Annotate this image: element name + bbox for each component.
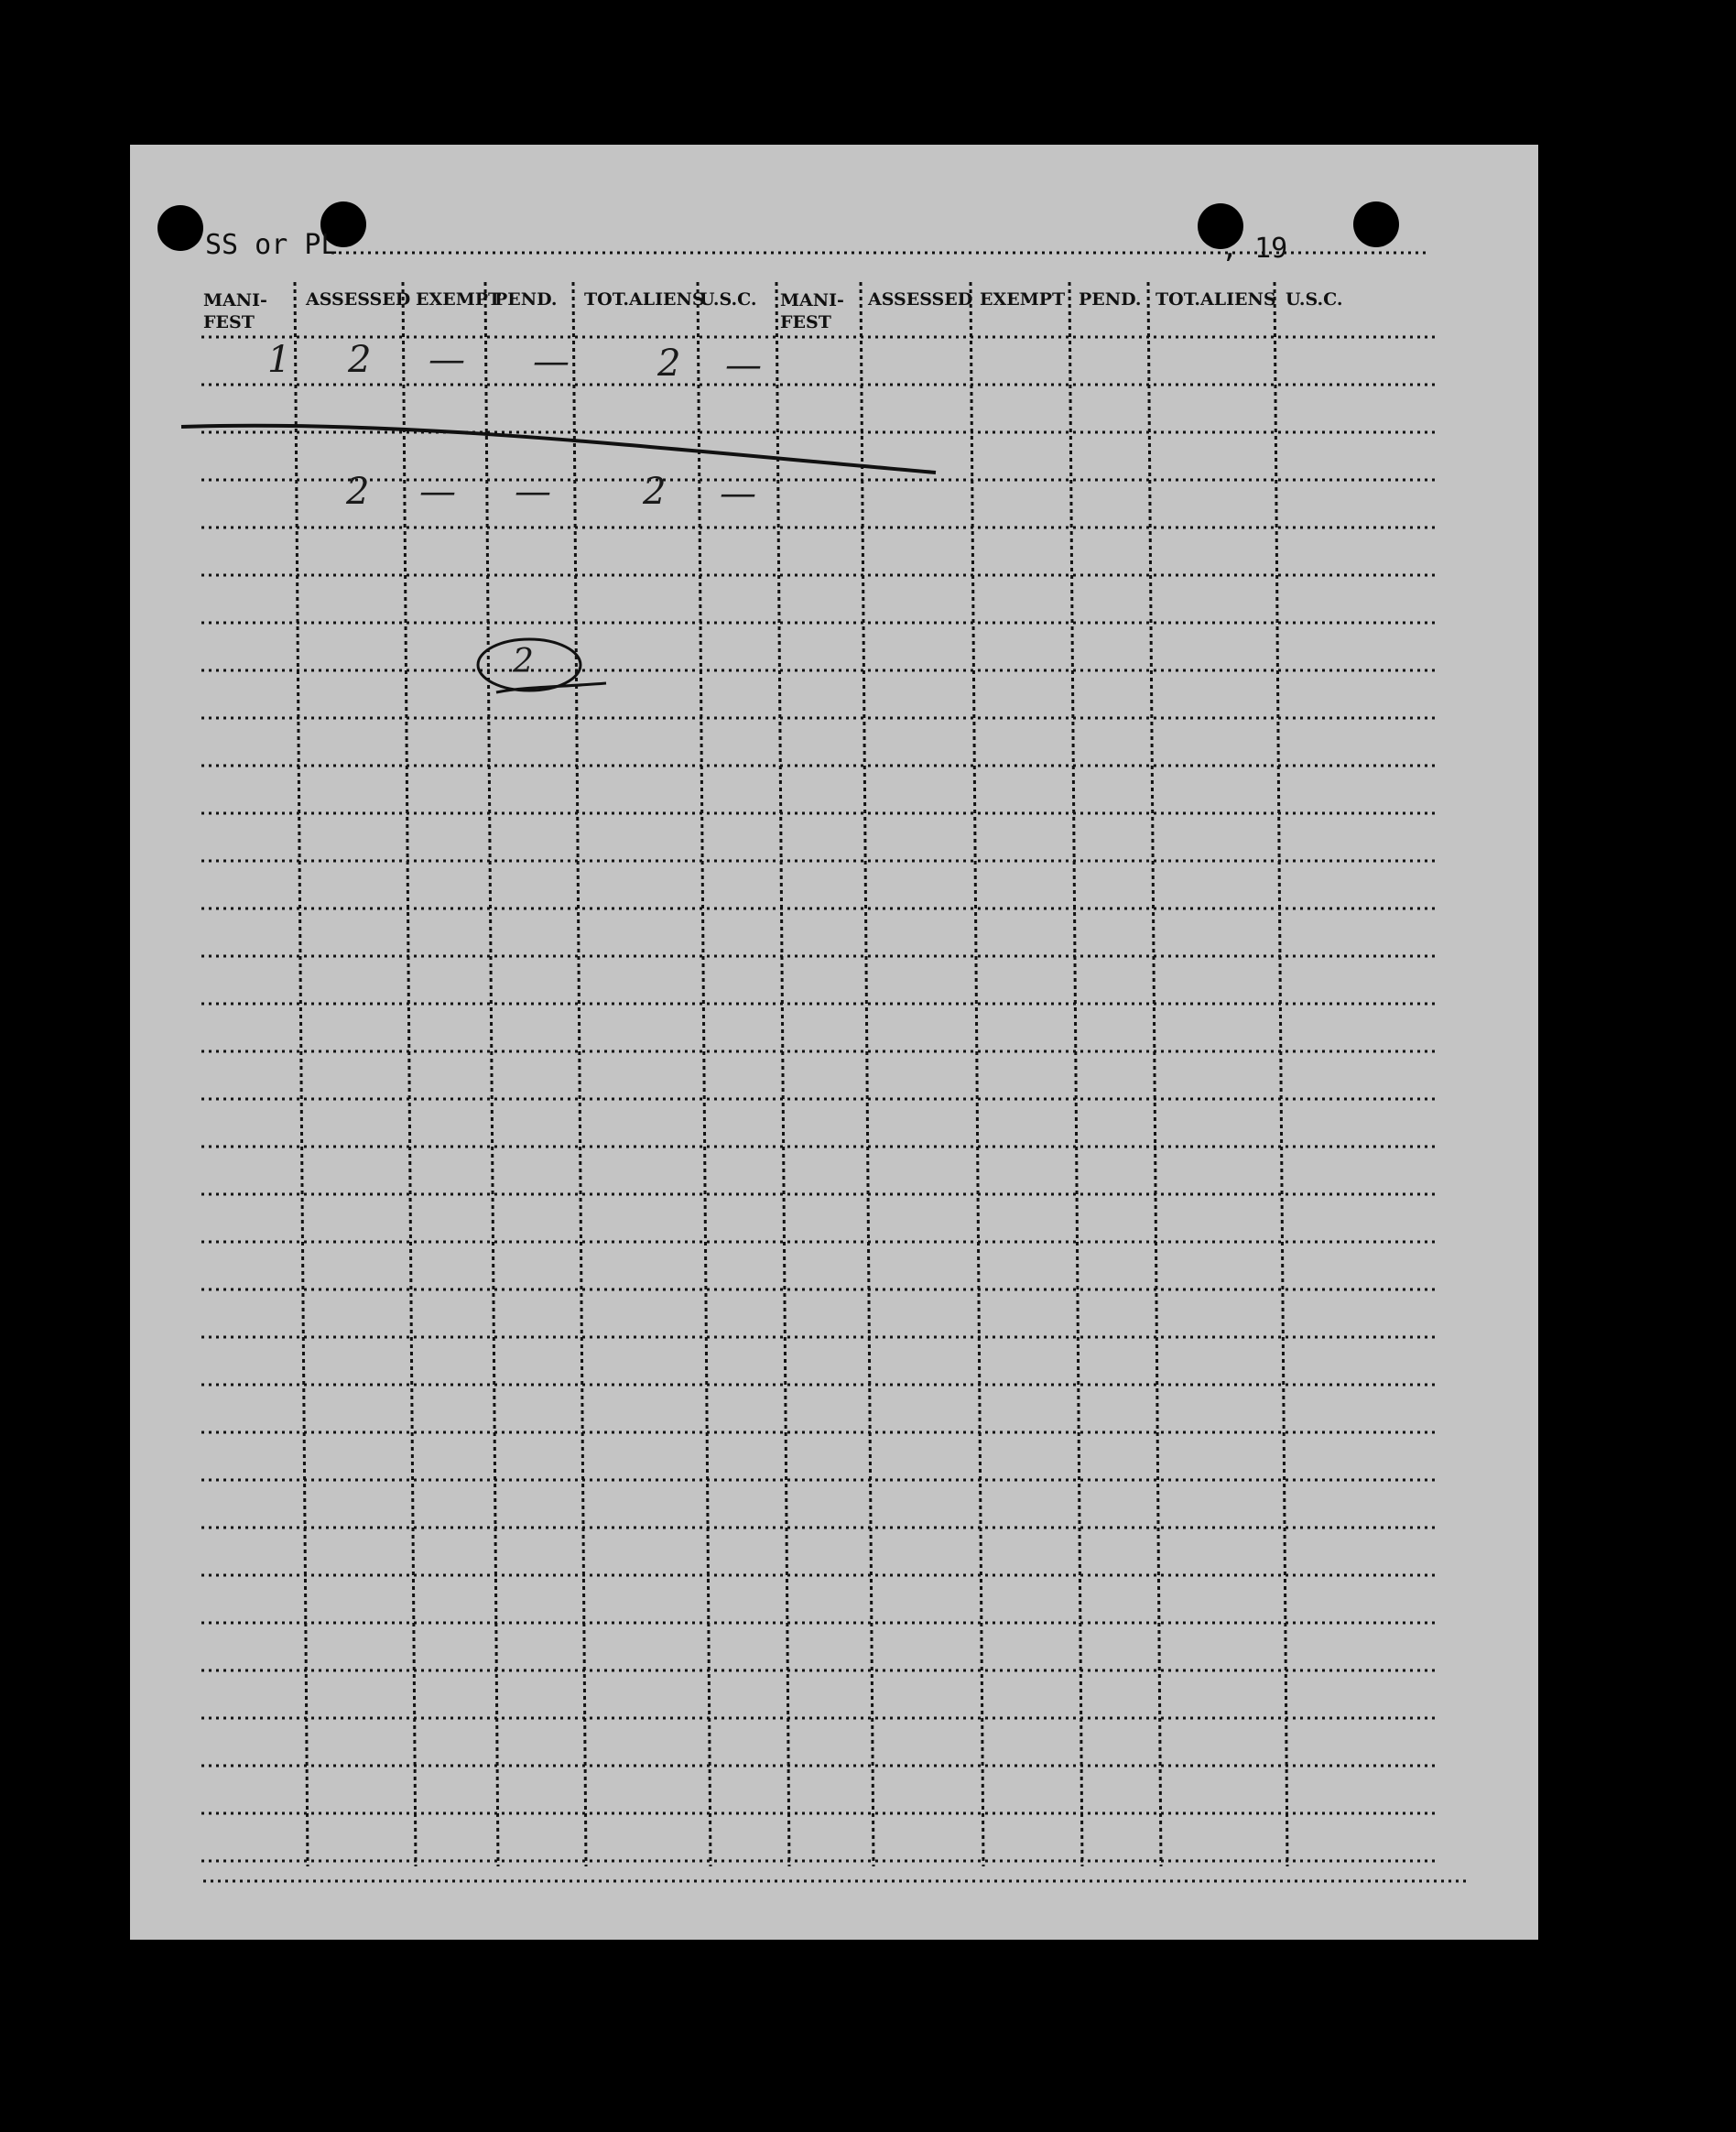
- year-label: , 19: [1221, 233, 1288, 265]
- entry-exempt: —: [429, 339, 465, 381]
- entry-pend: —: [533, 341, 570, 383]
- col-header-tot-aliens-2: TOT.ALIENS: [1156, 289, 1276, 310]
- col-header-assessed-2: ASSESSED: [868, 289, 973, 310]
- total-assessed: 2: [346, 471, 370, 513]
- col-header-exempt-2: EXEMPT: [980, 289, 1066, 310]
- col-header-pend-2: PEND.: [1079, 289, 1142, 310]
- ledger-column-line: [698, 282, 711, 1866]
- ledger-column-line: [776, 282, 789, 1866]
- col-header-assessed: ASSESSED: [306, 289, 411, 310]
- total-usc: —: [720, 473, 756, 515]
- entry-manifest: 1: [267, 339, 291, 381]
- ledger-column-line: [485, 282, 498, 1866]
- total-pend: —: [515, 471, 551, 513]
- form-sheet: [130, 145, 1538, 1940]
- ledger-column-line: [971, 282, 983, 1866]
- col-header-usc: U.S.C.: [700, 289, 757, 310]
- ledger-column-line: [861, 282, 873, 1866]
- circled-value: 2: [513, 643, 534, 680]
- punch-hole: [1353, 201, 1399, 247]
- ledger-column-line: [403, 282, 416, 1866]
- total-tot-aliens: 2: [643, 471, 667, 513]
- ledger-column-line: [1275, 282, 1287, 1866]
- ledger-column-line: [295, 282, 308, 1866]
- col-header-exempt: EXEMPT: [416, 289, 502, 310]
- col-header-pend: PEND.: [494, 289, 558, 310]
- col-header-manifest: MANI- FEST: [203, 290, 267, 332]
- col-header-manifest-2: MANI- FEST: [780, 290, 844, 332]
- entry-assessed: 2: [348, 339, 372, 381]
- ledger-column-line: [573, 282, 586, 1866]
- punch-hole: [157, 205, 203, 251]
- col-header-tot-aliens: TOT.ALIENS: [584, 289, 705, 310]
- ledger-column-line: [1069, 282, 1082, 1866]
- strike-line: [181, 426, 936, 473]
- col-header-usc-2: U.S.C.: [1286, 289, 1343, 310]
- entry-tot-aliens: 2: [657, 343, 681, 385]
- vessel-label: SS or PL: [205, 229, 338, 261]
- ledger-column-line: [1148, 282, 1161, 1866]
- total-exempt: —: [419, 471, 456, 513]
- ledger-grid: [130, 145, 1538, 1940]
- entry-usc: —: [725, 344, 762, 386]
